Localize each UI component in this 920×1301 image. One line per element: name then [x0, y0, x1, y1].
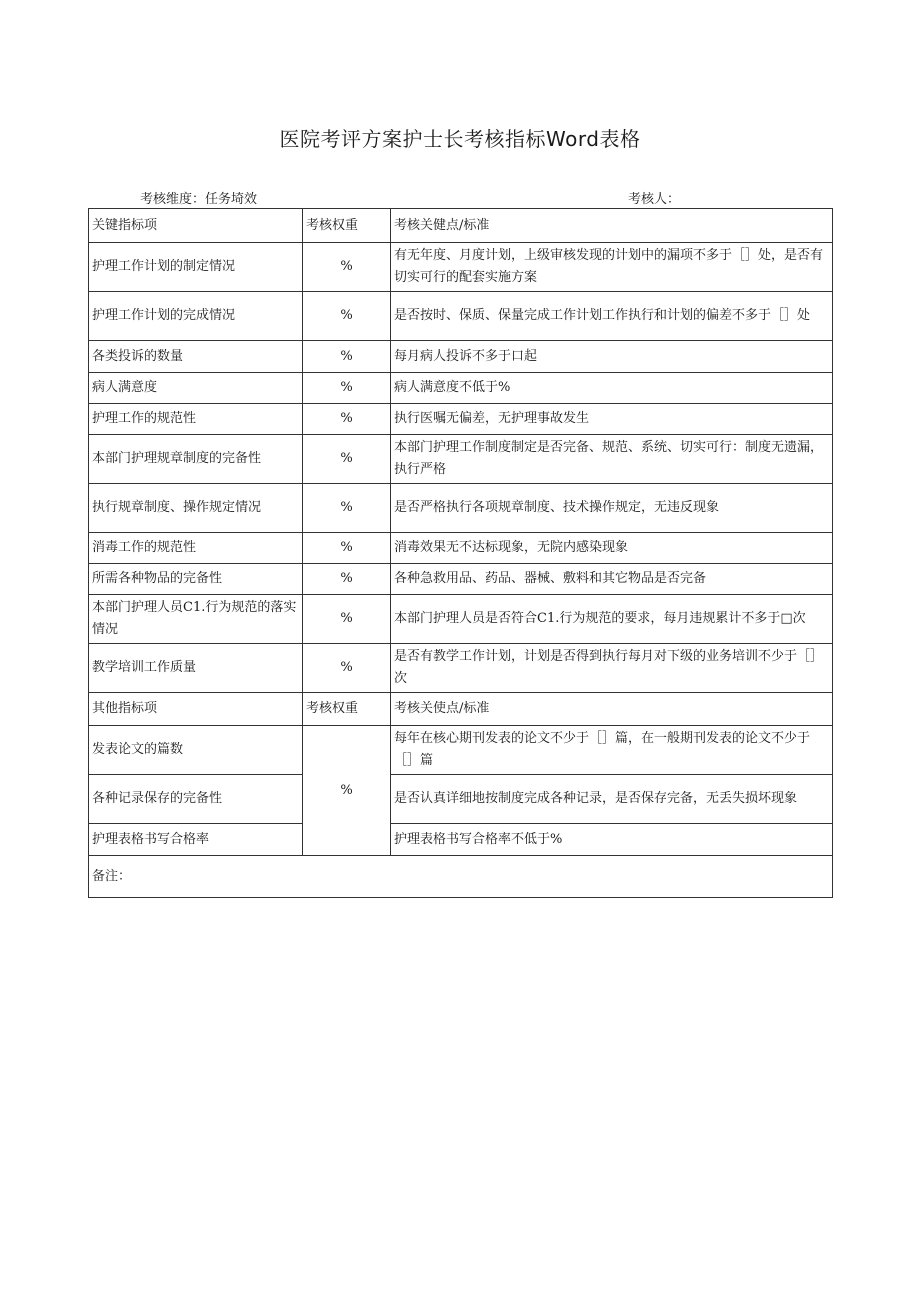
header-weight: 考核权重: [303, 209, 391, 243]
row-item: 消毒工作的规范性: [89, 533, 303, 564]
table-row: [89, 341, 833, 373]
assessment-table: [88, 208, 833, 898]
row-criteria: 本部门护理工作制度制定是否完备、规范、系统、切实可行：制度无遗漏，执行严格: [391, 435, 833, 484]
row-item: 本部门护理人员C1.行为规范的落实情况: [89, 595, 303, 644]
subheader-weight: 考核权重: [303, 693, 391, 726]
row-criteria: 每年在核心期刊发表的论文不少于［］篇，在一般期刊发表的论文不少于［］篇: [391, 726, 833, 775]
row-criteria: 执行医嘱无偏差，无护理事故发生: [391, 404, 833, 435]
row-item: 护理表格书写合格率: [89, 824, 303, 856]
row-criteria: 每月病人投诉不多于口起: [391, 341, 833, 373]
table-row: [89, 484, 833, 533]
table-row: [89, 775, 833, 824]
table-row: [89, 644, 833, 693]
row-item: 本部门护理规章制度的完备性: [89, 435, 303, 484]
merged-weight: %: [303, 726, 391, 856]
row-criteria: 病人满意度不低于%: [391, 373, 833, 404]
table-row: [89, 595, 833, 644]
row-weight: %: [303, 644, 391, 693]
assessment-dimension: 考核维度：任务埼效: [140, 192, 258, 207]
header-criteria: 考核关健点/标准: [391, 209, 833, 243]
table-row: [89, 373, 833, 404]
row-weight: %: [303, 292, 391, 341]
row-weight: %: [303, 373, 391, 404]
row-item: 各种记录保存的完备性: [89, 775, 303, 824]
row-criteria: 消毒效果无不达标现象，无院内感染现象: [391, 533, 833, 564]
row-weight: %: [303, 564, 391, 595]
row-item: 执行规章制度、操作规定情况: [89, 484, 303, 533]
subheader-criteria: 考核关使点/标准: [391, 693, 833, 726]
row-criteria: 护理表格书写合格率不低于%: [391, 824, 833, 856]
row-criteria: 本部门护理人员是否符合C1.行为规范的要求，每月违规累计不多于□次: [391, 595, 833, 644]
table-row: [89, 435, 833, 484]
table-row: [89, 292, 833, 341]
row-item: 各类投诉的数量: [89, 341, 303, 373]
table-header-row: [89, 209, 833, 243]
row-weight: %: [303, 595, 391, 644]
table-subheader-row: [89, 693, 833, 726]
row-item: 护理工作的规范性: [89, 404, 303, 435]
row-weight: %: [303, 435, 391, 484]
table-row: [89, 824, 833, 856]
subheader-item: 其他指标项: [89, 693, 303, 726]
row-weight: %: [303, 341, 391, 373]
row-criteria: 是否有教学工作计划，计划是否得到执行每月对下级的业务培训不少于［］次: [391, 644, 833, 693]
page-title: 医院考评方案护士长考核指标Word表格: [279, 127, 641, 151]
row-item: 发表论文的篇数: [89, 726, 303, 775]
row-weight: %: [303, 533, 391, 564]
header-item: 关键指标项: [89, 209, 303, 243]
row-item: 护理工作计划的制定情况: [89, 243, 303, 292]
remarks: 备注：: [89, 856, 833, 898]
assessor-label: 考核人：: [628, 192, 681, 207]
row-weight: %: [303, 243, 391, 292]
remarks-row: [89, 856, 833, 898]
table-row: [89, 726, 833, 775]
row-weight: %: [303, 484, 391, 533]
row-criteria: 是否认真详细地按制度完成各种记录，是否保存完备，无丢失损坏现象: [391, 775, 833, 824]
row-criteria: 各种急救用品、药品、器械、敷料和其它物品是否完备: [391, 564, 833, 595]
row-item: 所需各种物品的完备性: [89, 564, 303, 595]
row-weight: %: [303, 404, 391, 435]
table-row: [89, 404, 833, 435]
row-criteria: 有无年度、月度计划，上级审核发现的计划中的漏项不多于［］处，是否有切实可行的配套实施方案: [391, 243, 833, 292]
row-item: 教学培训工作质量: [89, 644, 303, 693]
table-row: [89, 533, 833, 564]
table-row: [89, 243, 833, 292]
table-row: [89, 564, 833, 595]
row-item: 护理工作计划的完成情况: [89, 292, 303, 341]
row-criteria: 是否按时、保质、保量完成工作计划工作执行和计划的偏差不多于［］处: [391, 292, 833, 341]
row-criteria: 是否严格执行各项规章制度、技术操作规定，无违反现象: [391, 484, 833, 533]
row-item: 病人满意度: [89, 373, 303, 404]
